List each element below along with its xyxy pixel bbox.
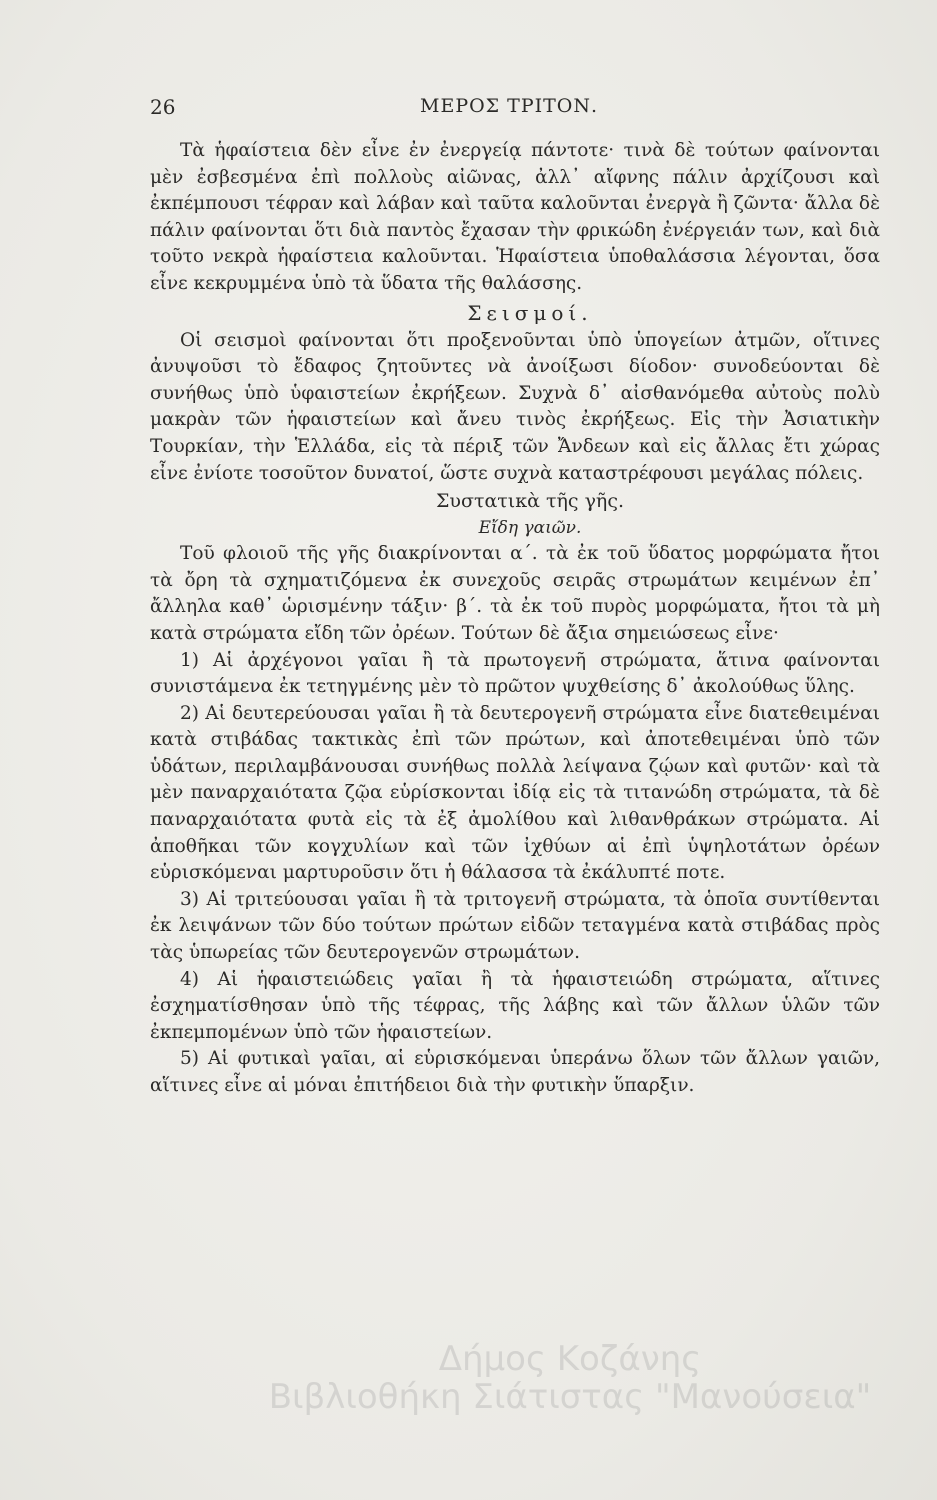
list-item-tertiary-soils: 3) Αἱ τριτεύουσαι γαῖαι ἢ τὰ τριτογενῆ στρώματα, τὰ ὁποῖα συντίθενται ἐκ λειψάνων τῶν δύο τούτων πρώτων εἰδῶν τεταγμένα κατὰ στιβάδας πρὸς τὰς ὑπωρείας τῶν δευτερογενῶν στρωμάτων. [150, 888, 880, 964]
body-text [150, 138, 880, 1100]
list-item-volcanic-soils: 4) Αἱ ἡφαιστειώδεις γαῖαι ἢ τὰ ἡφαιστειώδη στρώματα, αἵτινες ἐσχηματίσθησαν ὑπὸ τῆς τέφρας, τῆς λάβης καὶ τῶν ἄλλων ὑλῶν τῶν ἐκπεμπομένων ὑπὸ τῶν ἡφαιστείων. [150, 968, 880, 1043]
paragraph-earthquakes: Οἱ σεισμοὶ φαίνονται ὅτι προξενοῦνται ὑπὸ ὑπογείων ἀτμῶν, οἵτινες ἀνυψοῦσι τὸ ἔδαφος ζητοῦντες νὰ ἀνοίξωσι δίοδον· συνοδεύονται δὲ συνήθως ὑπὸ ὑφαιστείων ἐκρήξεων. Συχνὰ δ᾽ αἰσθανόμεθα αὐτοὺς πολὺ μακρὰν τῶν ἡφαιστείων καὶ ἄνευ τινὸς ἐκρήξεως. Εἰς τὴν Ἀσιατικὴν Τουρκίαν, τὴν Ἑλλάδα, εἰς τὰ πέριξ τῶν Ἄνδεων καὶ εἰς ἄλλας ἔτι χώρας εἶνε ἐνίοτε τοσοῦτον δυνατοί, ὥστε συχνὰ καταστρέφουσι μεγάλας πόλεις. [150, 329, 880, 484]
subheading-soil-types: Εἴδη γαιῶν. [478, 518, 582, 539]
library-watermark [220, 1340, 920, 1416]
list-item-plant-soils: 5) Αἱ φυτικαὶ γαῖαι, αἱ εὑρισκόμεναι ὑπεράνω ὅλων τῶν ἄλλων γαιῶν, αἵτινες εἶνε αἱ μόναι ἐπιτήδειοι διὰ τὴν φυτικὴν ὕπαρξιν. [150, 1048, 880, 1096]
paragraph-crust: Τοῦ φλοιοῦ τῆς γῆς διακρίνονται α΄. τὰ ἐκ τοῦ ὕδατος μορφώματα ἤτοι τὰ ὄρη τὰ σχηματιζόμενα ἐκ συνεχοῦς σειρᾶς στρωμάτων κειμένων ἐπ᾽ ἄλληλα καθ᾽ ὡρισμένην τάξιν· β΄. τὰ ἐκ τοῦ πυρὸς μορφώματα, ἤτοι τὰ μὴ κατὰ στρώματα εἴδη τῶν ὀρέων. Τούτων δὲ ἄξια σημειώσεως εἶνε· [150, 543, 880, 644]
page-header [150, 95, 870, 125]
paragraph-volcanoes: Τὰ ἡφαίστεια δὲν εἶνε ἐν ἐνεργείᾳ πάντοτε· τινὰ δὲ τούτων φαίνονται μὲν ἐσβεσμένα ἐπὶ πολλοὺς αἰῶνας, ἀλλ᾽ αἴφνης πάλιν ἀρχίζουσι καὶ ἐκπέμπουσι τέφραν καὶ λάβαν καὶ ταῦτα καλοῦνται ἐνεργὰ ἢ ζῶντα· ἄλλα δὲ πάλιν φαίνονται ὅτι διὰ παντὸς ἔχασαν τὴν φρικώδη ἐνέργειάν των, καὶ διὰ τοῦτο νεκρὰ ἡφαίστεια καλοῦνται. Ἡφαίστεια ὑποθαλάσσια λέγονται, ὅσα εἶνε κεκρυμμένα ὑπὸ τὰ ὕδατα τῆς θαλάσσης. [150, 140, 880, 294]
section-heading-earth-components: Συστατικὰ τῆς γῆς. [436, 490, 624, 513]
watermark-line-1: Δήμος Κοζάνης [438, 1339, 702, 1379]
watermark-line-2: Βιβλιοθήκη Σιάτιστας "Μανούσεια" [268, 1377, 872, 1417]
list-item-secondary-soils: 2) Αἱ δευτερεύουσαι γαῖαι ἢ τὰ δευτερογενῆ στρώματα εἶνε διατεθειμέναι κατὰ στιβάδας τακτικὰς ἐπὶ τῶν πρώτων, καὶ ἀποτεθειμέναι ὑπὸ τῶν ὑδάτων, περιλαμβάνουσαι συνήθως πολλὰ λείψανα ζῴων καὶ φυτῶν· καὶ τὰ μὲν παναρχαιότατα ζῷα εὑρίσκονται ἰδίᾳ εἰς τὰ τιτανώδη στρώματα, τὰ δὲ παναρχαιότατα φυτὰ εἰς τὰ ἐξ ἀμολίθου καὶ λιθανθράκων στρώματα. Αἱ ἀποθῆκαι τῶν κογχυλίων καὶ τῶν ἰχθύων αἱ ἐπὶ ὑψηλοτάτων ὀρέων εὑρισκόμεναι μαρτυροῦσιν ὅτι ἡ θάλασσα τὰ ἐκάλυπτέ ποτε. [150, 702, 880, 884]
section-heading-earthquakes: Σεισμοί. [467, 300, 593, 325]
page-number: 26 [150, 95, 176, 119]
list-item-primary-soils: 1) Αἱ ἀρχέγονοι γαῖαι ἢ τὰ πρωτογενῆ στρώματα, ἅτινα φαίνονται συνιστάμενα ἐκ τετηγμένης μὲν τὸ πρῶτον ψυχθείσης δ᾽ ἀκολούθως ὕλης. [150, 649, 880, 698]
running-head: ΜΕΡΟΣ ΤΡΙΤΟΝ. [420, 95, 599, 117]
